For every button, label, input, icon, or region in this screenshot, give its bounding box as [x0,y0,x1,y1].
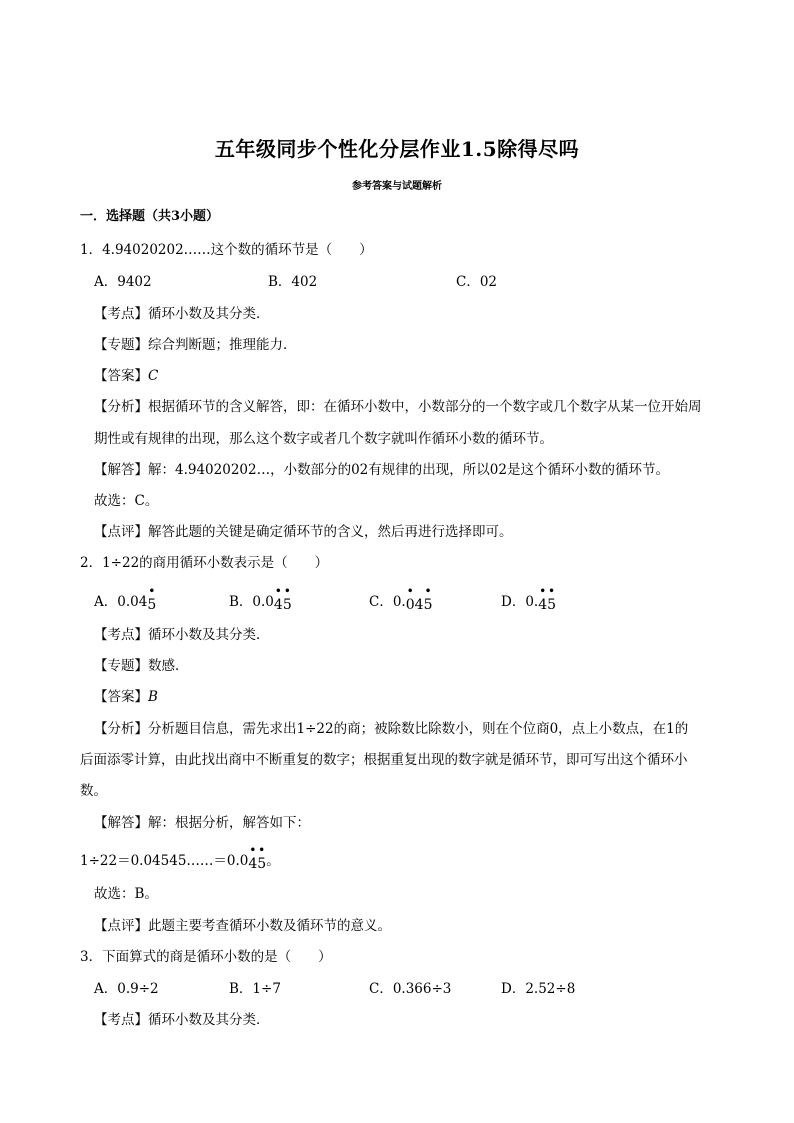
q2-calculation [80,845,280,872]
q1-dianping-text: 解答此题的关键是确定循环节的含义，然后再进行选择即可。 [148,524,513,540]
q1-option-b: B．402 [268,274,318,290]
repeat-dot-icon: • [406,586,414,597]
zhuanti-label: 【专题】 [94,337,148,353]
q2-kaodian-text: 循环小数及其分类． [148,627,270,643]
kaodian-label: 【考点】 [94,306,148,322]
q2-jieda-text: 解：根据分析，解答如下： [148,815,310,831]
q2-opt-b-repetend-end: • 5 [282,586,292,613]
q2-jieda [94,811,310,831]
q2-option-c [369,586,433,613]
q1-fenxi-text-2: 期性或有规律的出现，那么这个数字或者几个数字就叫作循环小数的循环节。 [94,431,553,447]
jieda-label: 【解答】 [94,815,148,831]
q2-guxuan: 故选：B。 [94,886,158,902]
q2-option-b [229,586,292,613]
kaodian-label: 【考点】 [94,627,148,643]
page-title: 五年级同步个性化分层作业1.5除得尽吗 [214,137,580,161]
fenxi-label: 【分析】 [94,399,148,415]
q2-calc-prefix: 1÷22＝0.04545……＝0.0 [80,853,249,869]
q1-kaodian [94,302,270,322]
q3-option-c: C．0.366÷3 [369,981,452,997]
q2-calc-suffix: 。 [266,853,280,869]
q1-jieda [94,458,669,478]
q1-zhuanti-text: 综合判断题；推理能力． [148,337,297,353]
q1-guxuan: 故选：C。 [94,493,159,509]
q2-opt-b-repetend-start: • 4 [273,586,283,613]
q2-calc-repetend-end: • 5 [257,845,267,872]
q2-zhuanti [94,654,189,674]
q2-opt-d-repetend-start: • 4 [538,586,548,613]
q2-opt-c-mid: 4 [414,597,424,613]
q2-opt-d-repetend-end: • 5 [547,586,557,613]
q2-dianping-text: 此题主要考查循环小数及循环节的意义。 [148,918,391,934]
q1-answer: C [148,368,159,384]
q2-option-a [94,586,157,613]
q1-jieda-text: 解：4.94020202…，小数部分的02有规律的出现，所以02是这个循环小数的循环节。 [148,462,669,478]
repeat-dot-icon: • [148,586,155,597]
q2-fenxi-text-1: 分析题目信息，需先求出1÷22的商；被除数比除数小，则在个位商0，点上小数点，在1的 [148,721,689,737]
q2-option-d [501,586,557,613]
q3-option-a: A．0.9÷2 [94,981,159,997]
q2-opt-a-repetend: • 5 [147,586,157,613]
repeat-dot-icon: • [258,845,265,856]
q1-zhuanti [94,333,297,353]
q1-kaodian-text: 循环小数及其分类． [148,306,270,322]
q2-opt-d-prefix: D．0. [501,594,539,610]
daan-label: 【答案】 [94,368,148,384]
zhuanti-label: 【专题】 [94,658,148,674]
q1-daan [94,364,158,384]
q2-calc-repetend-start: • 4 [248,845,258,872]
q2-stem: 2．1÷22的商用循环小数表示是（ ） [80,555,329,571]
q2-opt-b-prefix: B．0.0 [229,594,274,610]
q2-fenxi-text-2: 后面添零计算，由此找出商中不断重复的数字；根据重复出现的数字就是循环节，即可写出这个循环小 [80,752,688,768]
q2-kaodian [94,623,270,643]
page-subtitle: 参考答案与试题解析 [352,181,442,192]
dianping-label: 【点评】 [94,524,148,540]
q1-option-c: C．02 [456,274,498,290]
q2-answer: B [148,689,158,705]
section-heading: 一．选择题（共3小题） [80,209,220,224]
q2-dianping [94,914,391,934]
q3-option-b: B．1÷7 [229,981,281,997]
q2-opt-c-repetend-end: • 5 [423,586,433,613]
q1-dianping [94,520,513,540]
q2-opt-c-prefix: C．0. [369,594,406,610]
repeat-dot-icon: • [424,586,432,597]
fenxi-label: 【分析】 [94,721,148,737]
q1-fenxi-text-1: 根据循环节的含义解答，即：在循环小数中，小数部分的一个数字或几个数字从某一位开始周 [148,399,702,415]
q1-fenxi [94,395,702,415]
q1-option-a: A．9402 [94,274,152,290]
q2-fenxi-text-3: 数。 [80,783,107,799]
jieda-label: 【解答】 [94,462,148,478]
q2-fenxi [94,717,688,737]
q3-option-d: D．2.52÷8 [501,981,576,997]
repeat-dot-icon: • [284,586,291,597]
kaodian-label: 【考点】 [94,1012,148,1028]
q1-stem: 1．4.94020202……这个数的循环节是（ ） [80,242,373,258]
q3-stem: 3．下面算式的商是循环小数的是（ ） [80,949,332,965]
repeat-dot-icon: • [548,586,555,597]
q2-opt-a-prefix: A．0.04 [94,594,148,610]
q3-kaodian [94,1008,270,1028]
daan-label: 【答案】 [94,689,148,705]
repeat-dot-icon: • [275,586,282,597]
repeat-dot-icon: • [249,845,257,856]
q2-opt-c-repetend-start: • 0 [405,586,415,613]
q2-zhuanti-text: 数感． [148,658,189,674]
repeat-dot-icon: • [539,586,546,597]
dianping-label: 【点评】 [94,918,148,934]
q3-kaodian-text: 循环小数及其分类． [148,1012,270,1028]
q2-daan [94,685,158,705]
